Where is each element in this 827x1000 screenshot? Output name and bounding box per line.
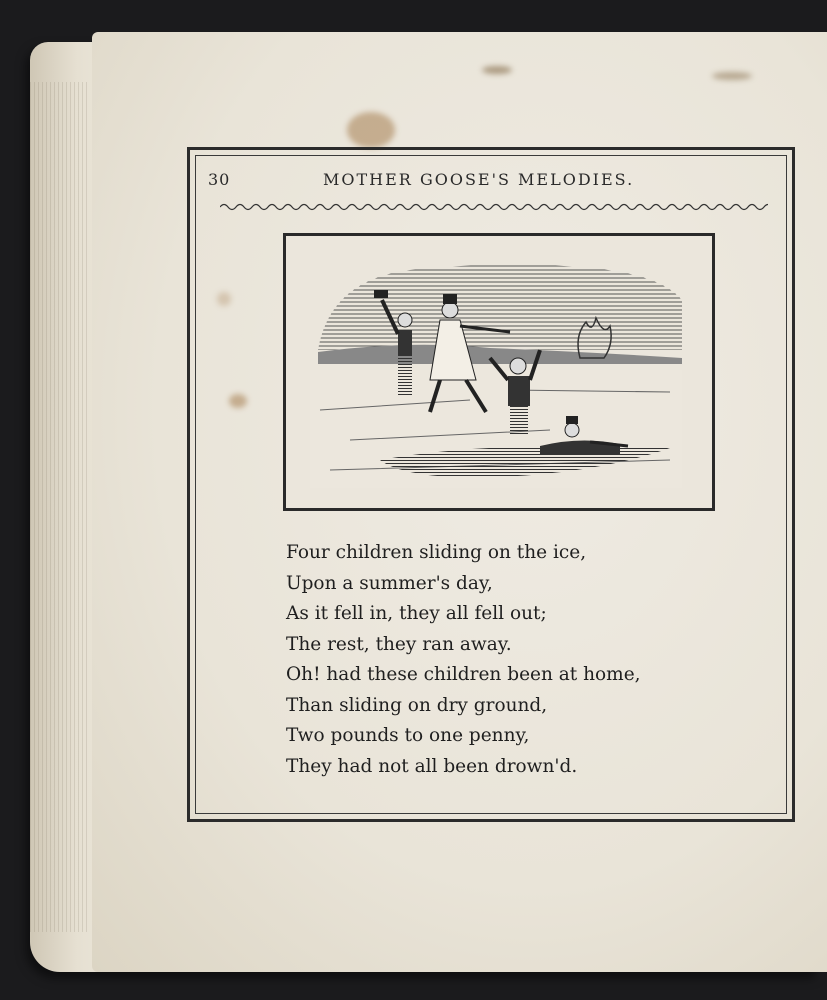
- page-number: 30: [208, 170, 231, 189]
- verse-line: They had not all been drown'd.: [286, 755, 578, 777]
- page-header: [208, 170, 763, 194]
- page-border-frame: [187, 147, 795, 822]
- page-edges: [30, 82, 90, 932]
- verse: [286, 538, 756, 782]
- woodcut-illustration: [283, 233, 715, 511]
- verse-line: As it fell in, they all fell out;: [286, 603, 547, 624]
- verse-line: Than sliding on dry ground,: [286, 694, 548, 716]
- verse-line: The rest, they ran away.: [286, 633, 512, 655]
- stain: [712, 72, 752, 80]
- children-on-ice-icon: [290, 240, 708, 504]
- verse-line: Four children sliding on the ice,: [286, 542, 587, 563]
- stain: [347, 112, 395, 148]
- running-title: MOTHER GOOSE'S MELODIES.: [323, 170, 635, 189]
- verse-line: Oh! had these children been at home,: [286, 664, 641, 685]
- wavy-rule: [220, 202, 768, 212]
- stain: [482, 66, 512, 74]
- verse-line: Two pounds to one penny,: [286, 725, 530, 746]
- verse-line: Upon a summer's day,: [286, 572, 493, 594]
